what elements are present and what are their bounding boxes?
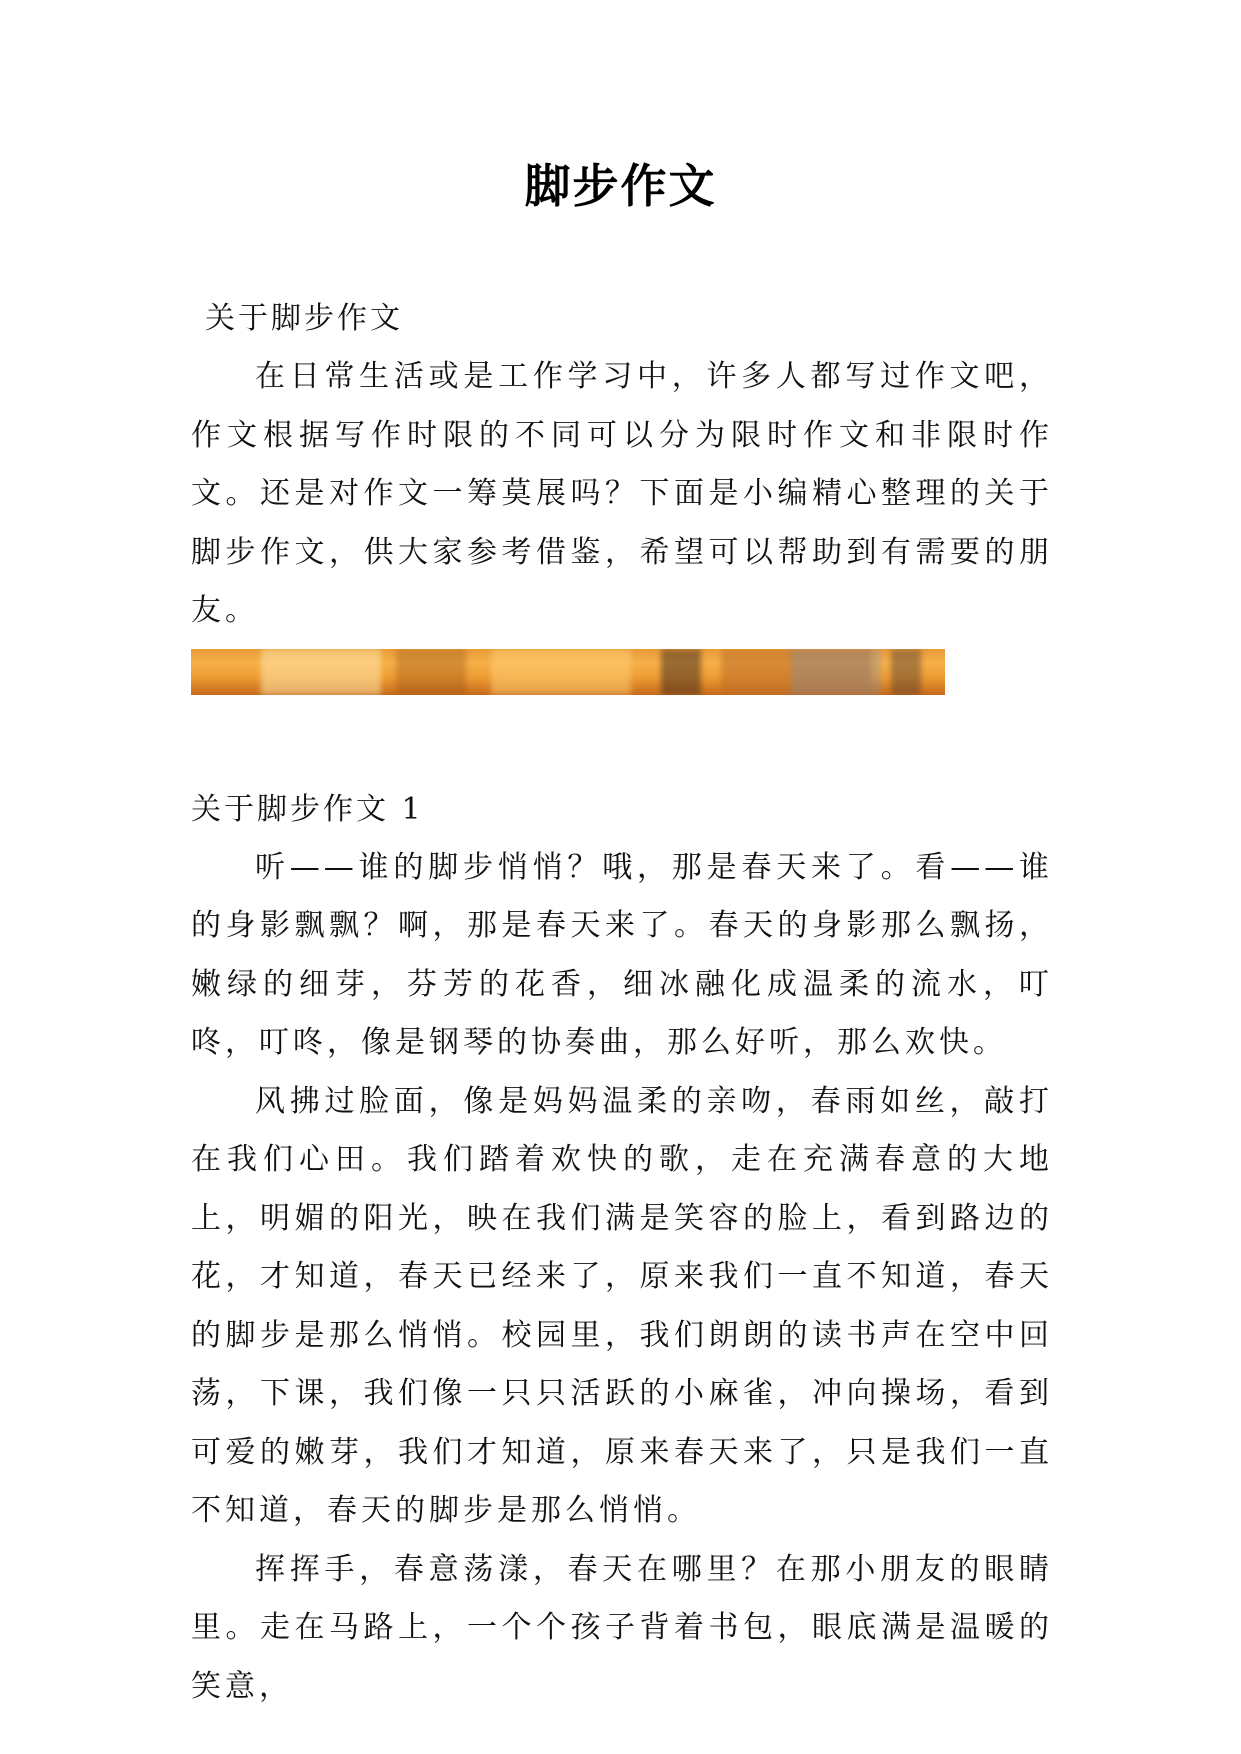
- document-title: 脚步作文: [524, 159, 717, 213]
- body-paragraph: 风拂过脸面，像是妈妈温柔的亲吻，春雨如丝，敲打在我们心田。我们踏着欢快的歌，走在充满春意的大地上，明媚的阳光，映在我们满是笑容的脸上，看到路边的花，才知道，春天已经来了，原来我们一直不知道，春天的脚步是那么悄悄。校园里，我们朗朗的读书声在空中回荡，下课，我们像一只只活跃的小麻雀，冲向操场，看到可爱的嫩芽，我们才知道，原来春天来了，只是我们一直不知道，春天的脚步是那么悄悄。: [191, 1083, 1053, 1528]
- document-subtitle: 关于脚步作文: [205, 301, 403, 336]
- banner-image: [191, 649, 945, 695]
- body-paragraph: 听——谁的脚步悄悄？哦，那是春天来了。看——谁的身影飘飘？啊，那是春天来了。春天的身影那么飘扬，嫩绿的细芽，芬芳的花香，细冰融化成温柔的流水，叮咚，叮咚，像是钢琴的协奏曲，那么好听，那么欢快。: [191, 849, 1053, 1060]
- document-body: [191, 290, 1053, 1716]
- intro-paragraph: 在日常生活或是工作学习中，许多人都写过作文吧，作文根据写作时限的不同可以分为限时作文和非限时作文。还是对作文一筹莫展吗？下面是小编精心整理的关于脚步作文，供大家参考借鉴，希望可以帮助到有需要的朋友。: [191, 359, 1053, 628]
- body-paragraph: 挥挥手，春意荡漾，春天在哪里？在那小朋友的眼睛里。走在马路上，一个个孩子背着书包，眼底满是温暖的笑意，: [191, 1551, 1053, 1704]
- section-heading: 关于脚步作文 1: [191, 791, 424, 827]
